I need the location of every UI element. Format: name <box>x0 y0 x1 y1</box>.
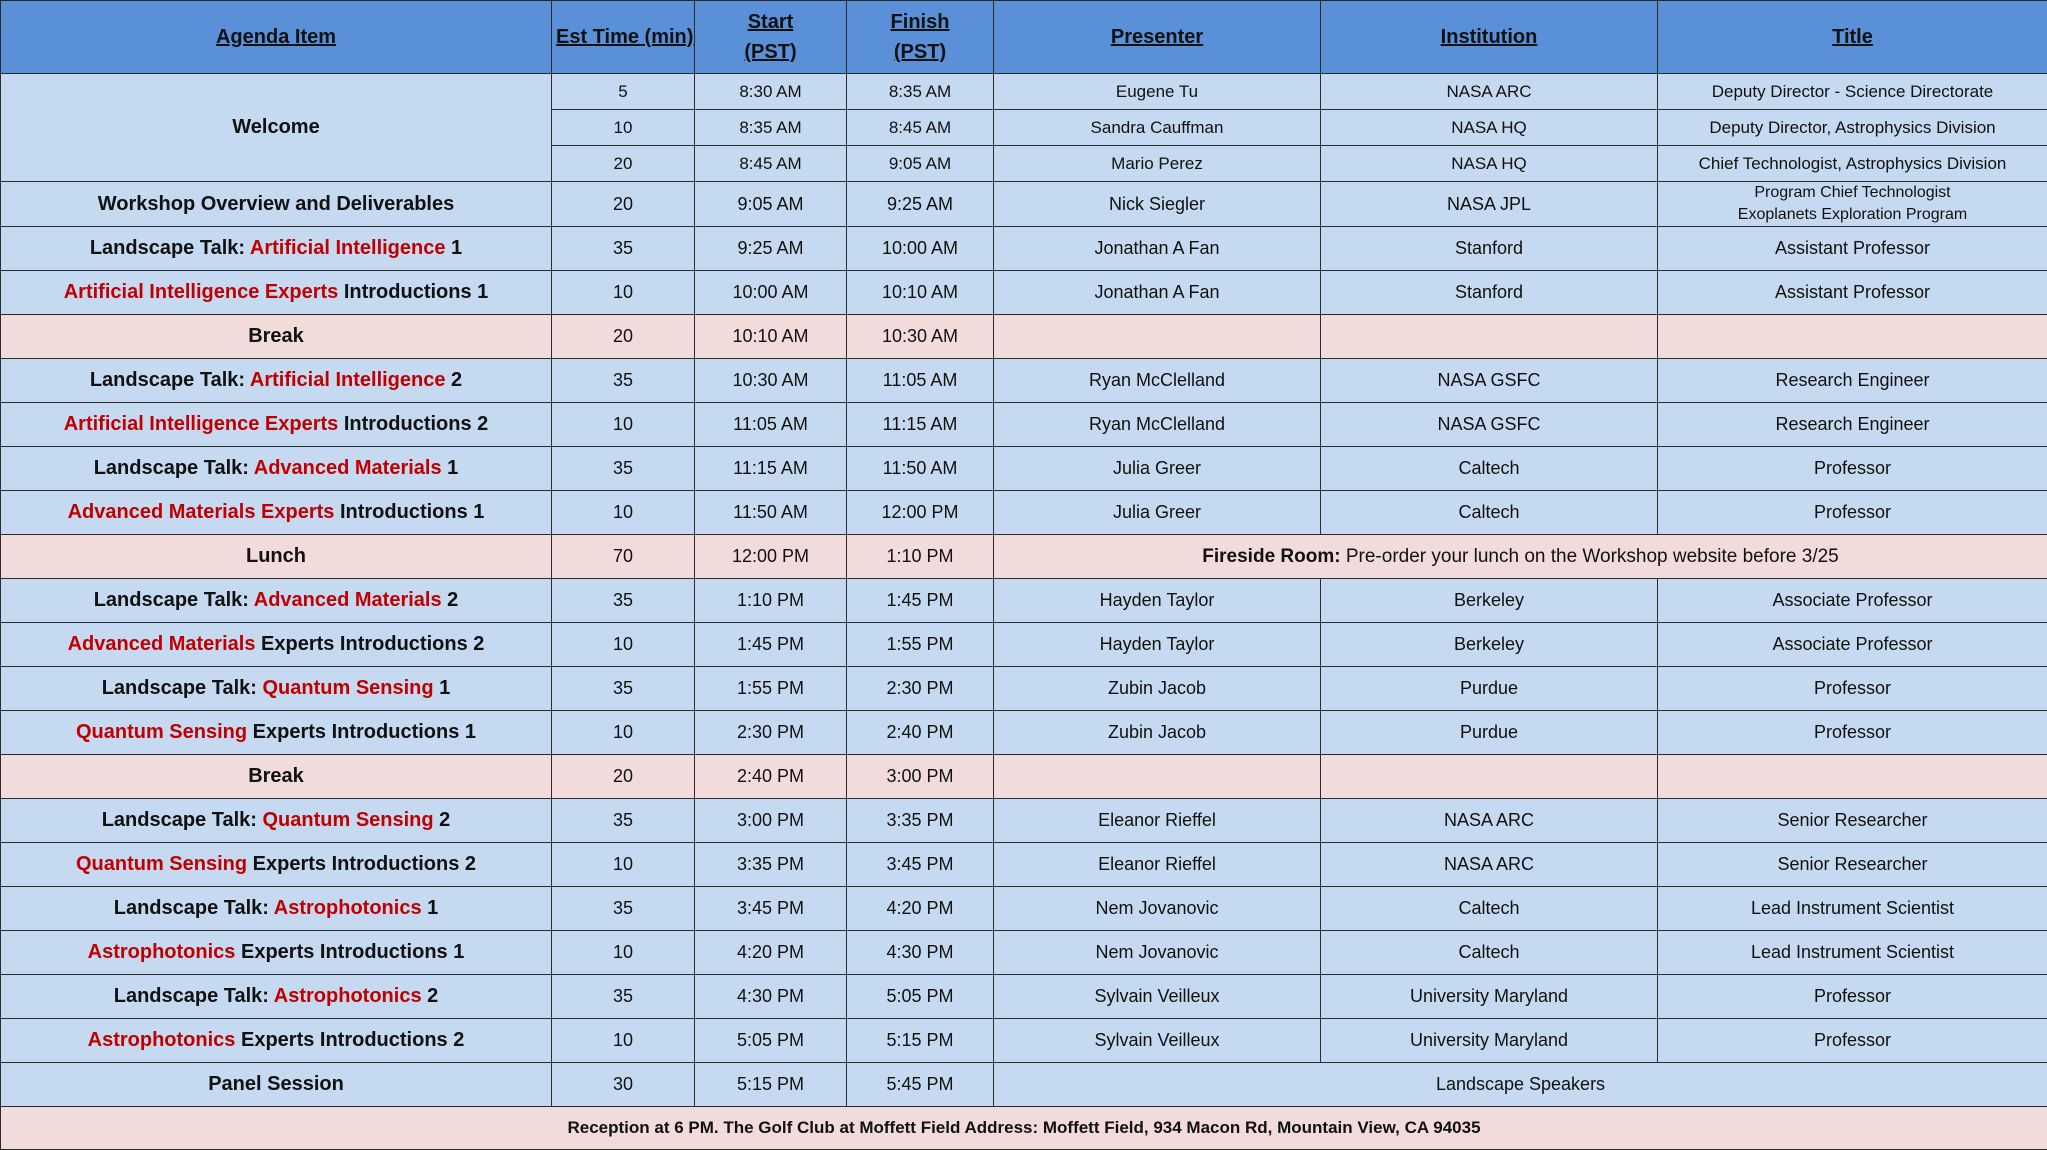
est-time: 70 <box>552 535 695 579</box>
finish-time: 5:45 PM <box>847 1063 994 1107</box>
presenter: Mario Perez <box>994 146 1321 182</box>
agenda-item-prefix: Landscape Talk: <box>101 809 263 831</box>
est-time: 10 <box>552 110 695 146</box>
finish-time: 1:55 PM <box>847 623 994 667</box>
break-row <box>1 315 2047 359</box>
agenda-item-topic: Artificial Intelligence Experts <box>63 281 339 303</box>
agenda-item-suffix: Experts Introductions 2 <box>255 633 485 655</box>
presenter: Sylvain Veilleux <box>994 1019 1321 1063</box>
finish-time: 10:30 AM <box>847 315 994 359</box>
start-time: 4:30 PM <box>695 975 847 1019</box>
title: Lead Instrument Scientist <box>1658 931 2047 975</box>
presenter: Ryan McClelland <box>994 403 1321 447</box>
agenda-item-topic: Artificial Intelligence <box>249 237 446 259</box>
est-time: 35 <box>552 799 695 843</box>
agenda-item-topic: Quantum Sensing <box>75 853 248 875</box>
est-time: 20 <box>552 146 695 182</box>
agenda-item-prefix: Break <box>248 325 304 347</box>
agenda-item-topic: Quantum Sensing <box>75 721 248 743</box>
agenda-row <box>1 491 2047 535</box>
agenda-row <box>1 359 2047 403</box>
est-time: 35 <box>552 667 695 711</box>
institution: University Maryland <box>1321 1019 1658 1063</box>
agenda-item-panel: Panel Session <box>1 1063 552 1107</box>
institution: Stanford <box>1321 227 1658 271</box>
institution: Caltech <box>1321 447 1658 491</box>
agenda-item-prefix: Landscape Talk: <box>101 677 263 699</box>
title: Research Engineer <box>1658 359 2047 403</box>
presenter: Jonathan A Fan <box>994 227 1321 271</box>
header-row <box>1 1 2047 74</box>
agenda-row <box>1 711 2047 755</box>
presenter: Eleanor Rieffel <box>994 799 1321 843</box>
agenda-item-suffix: 2 <box>445 369 463 391</box>
agenda-item-topic: Quantum Sensing <box>262 677 434 699</box>
presenter: Zubin Jacob <box>994 667 1321 711</box>
est-time: 35 <box>552 887 695 931</box>
start-time: 11:05 AM <box>695 403 847 447</box>
agenda-item-prefix: Landscape Talk: <box>93 457 254 479</box>
agenda-item-topic: Artificial Intelligence <box>249 369 446 391</box>
est-time: 10 <box>552 271 695 315</box>
agenda-item-prefix: Landscape Talk: <box>89 237 250 259</box>
start-time: 8:45 AM <box>695 146 847 182</box>
institution <box>1321 315 1658 359</box>
finish-time: 4:20 PM <box>847 887 994 931</box>
title-line-2: Exoplanets Exploration Program <box>1737 206 1968 223</box>
institution: Caltech <box>1321 931 1658 975</box>
institution: NASA ARC <box>1321 799 1658 843</box>
institution: Purdue <box>1321 711 1658 755</box>
agenda-item-suffix: 1 <box>433 677 451 699</box>
presenter: Sandra Cauffman <box>994 110 1321 146</box>
agenda-item-prefix: Break <box>248 765 304 787</box>
agenda-item <box>1 667 552 711</box>
finish-time: 3:45 PM <box>847 843 994 887</box>
presenter <box>994 315 1321 359</box>
est-time: 10 <box>552 711 695 755</box>
agenda-item-suffix: 1 <box>441 457 459 479</box>
agenda-item-lunch: Lunch <box>1 535 552 579</box>
agenda-item-suffix: Introductions 1 <box>334 501 485 523</box>
presenter: Nem Jovanovic <box>994 887 1321 931</box>
agenda-row <box>1 579 2047 623</box>
title: Associate Professor <box>1658 623 2047 667</box>
start-time: 10:30 AM <box>695 359 847 403</box>
agenda-item-suffix: 2 <box>421 985 439 1007</box>
institution: Caltech <box>1321 887 1658 931</box>
agenda-row <box>1 799 2047 843</box>
header-start <box>695 1 847 74</box>
title: Chief Technologist, Astrophysics Division <box>1658 146 2047 182</box>
agenda-row <box>1 447 2047 491</box>
title: Professor <box>1658 667 2047 711</box>
finish-time: 11:05 AM <box>847 359 994 403</box>
overview-row <box>1 182 2047 227</box>
presenter: Sylvain Veilleux <box>994 975 1321 1019</box>
start-time: 1:10 PM <box>695 579 847 623</box>
agenda-item-suffix: Experts Introductions 1 <box>235 941 465 963</box>
header-start-label: Start <box>747 11 794 33</box>
reception-note: Reception at 6 PM. The Golf Club at Moffett Field Address: Moffett Field, 934 Macon Rd, Mountain View, CA 94035 <box>1 1107 2047 1150</box>
presenter: Zubin Jacob <box>994 711 1321 755</box>
finish-time: 2:40 PM <box>847 711 994 755</box>
title: Professor <box>1658 975 2047 1019</box>
institution: NASA HQ <box>1321 146 1658 182</box>
institution: NASA GSFC <box>1321 359 1658 403</box>
agenda-item <box>1 271 552 315</box>
presenter: Julia Greer <box>994 447 1321 491</box>
title: Senior Researcher <box>1658 799 2047 843</box>
presenter: Nick Siegler <box>994 182 1321 227</box>
lunch-note-location: Fireside Room: <box>1202 545 1341 567</box>
finish-time: 9:05 AM <box>847 146 994 182</box>
finish-time: 8:45 AM <box>847 110 994 146</box>
finish-time: 11:15 AM <box>847 403 994 447</box>
title: Professor <box>1658 711 2047 755</box>
agenda-item <box>1 799 552 843</box>
agenda-item-suffix: 2 <box>433 809 451 831</box>
est-time: 10 <box>552 491 695 535</box>
agenda-item <box>1 711 552 755</box>
agenda-row <box>1 623 2047 667</box>
start-time: 10:00 AM <box>695 271 847 315</box>
start-time: 3:00 PM <box>695 799 847 843</box>
agenda-item-suffix: 2 <box>441 589 459 611</box>
agenda-item-welcome: Welcome <box>1 74 552 182</box>
agenda-item-prefix: Landscape Talk: <box>113 897 274 919</box>
agenda-item <box>1 843 552 887</box>
presenter: Ryan McClelland <box>994 359 1321 403</box>
agenda-item-topic: Artificial Intelligence Experts <box>63 413 339 435</box>
start-time: 1:45 PM <box>695 623 847 667</box>
finish-time: 2:30 PM <box>847 667 994 711</box>
agenda-item-topic: Advanced Materials <box>253 589 442 611</box>
title: Deputy Director, Astrophysics Division <box>1658 110 2047 146</box>
est-time: 20 <box>552 755 695 799</box>
header-finish <box>847 1 994 74</box>
est-time: 20 <box>552 182 695 227</box>
start-time: 10:10 AM <box>695 315 847 359</box>
agenda-item-topic: Astrophotonics <box>87 941 236 963</box>
est-time: 35 <box>552 227 695 271</box>
agenda-item <box>1 975 552 1019</box>
agenda-item <box>1 447 552 491</box>
header-title: Title <box>1658 1 2047 74</box>
est-time: 35 <box>552 447 695 491</box>
agenda-item <box>1 359 552 403</box>
start-time: 2:30 PM <box>695 711 847 755</box>
title: Lead Instrument Scientist <box>1658 887 2047 931</box>
est-time: 10 <box>552 931 695 975</box>
start-time: 5:05 PM <box>695 1019 847 1063</box>
agenda-body <box>1 74 2047 1150</box>
agenda-item-suffix: Experts Introductions 2 <box>235 1029 465 1051</box>
title-line-1: Program Chief Technologist <box>1754 184 1951 201</box>
est-time: 10 <box>552 1019 695 1063</box>
title: Professor <box>1658 491 2047 535</box>
presenter <box>994 755 1321 799</box>
start-time: 3:45 PM <box>695 887 847 931</box>
agenda-item-topic: Quantum Sensing <box>262 809 434 831</box>
header-finish-tz: (PST) <box>893 41 947 63</box>
lunch-row <box>1 535 2047 579</box>
lunch-note <box>994 535 2047 579</box>
est-time: 10 <box>552 843 695 887</box>
reception-row <box>1 1107 2047 1150</box>
lunch-note-text: Pre-order your lunch on the Workshop website before 3/25 <box>1340 545 1839 567</box>
title: Assistant Professor <box>1658 227 2047 271</box>
agenda-item <box>1 227 552 271</box>
title <box>1658 755 2047 799</box>
finish-time: 8:35 AM <box>847 74 994 110</box>
finish-time: 9:25 AM <box>847 182 994 227</box>
agenda-item-prefix: Landscape Talk: <box>113 985 274 1007</box>
title: Deputy Director - Science Directorate <box>1658 74 2047 110</box>
start-time: 8:35 AM <box>695 110 847 146</box>
institution: NASA GSFC <box>1321 403 1658 447</box>
panel-speakers: Landscape Speakers <box>994 1063 2047 1107</box>
agenda-item <box>1 579 552 623</box>
finish-time: 1:45 PM <box>847 579 994 623</box>
title: Professor <box>1658 1019 2047 1063</box>
agenda-item-topic: Advanced Materials <box>67 633 256 655</box>
finish-time: 10:10 AM <box>847 271 994 315</box>
start-time: 8:30 AM <box>695 74 847 110</box>
presenter: Hayden Taylor <box>994 579 1321 623</box>
header-start-tz: (PST) <box>744 41 797 63</box>
agenda-row <box>1 975 2047 1019</box>
agenda-item <box>1 491 552 535</box>
presenter: Hayden Taylor <box>994 623 1321 667</box>
header-presenter: Presenter <box>994 1 1321 74</box>
institution: NASA ARC <box>1321 74 1658 110</box>
start-time: 9:25 AM <box>695 227 847 271</box>
agenda-row <box>1 931 2047 975</box>
agenda-item <box>1 887 552 931</box>
header-est-time: Est Time (min) <box>552 1 695 74</box>
start-time: 3:35 PM <box>695 843 847 887</box>
agenda-item-suffix: Experts Introductions 2 <box>247 853 477 875</box>
finish-time: 11:50 AM <box>847 447 994 491</box>
header-institution: Institution <box>1321 1 1658 74</box>
agenda-item-topic: Astrophotonics <box>87 1029 236 1051</box>
agenda-item-topic: Advanced Materials Experts <box>67 501 335 523</box>
agenda-item <box>1 623 552 667</box>
header-agenda-item: Agenda Item <box>1 1 552 74</box>
finish-time: 3:35 PM <box>847 799 994 843</box>
agenda-item <box>1 403 552 447</box>
agenda-item <box>1 931 552 975</box>
panel-row <box>1 1063 2047 1107</box>
institution: University Maryland <box>1321 975 1658 1019</box>
welcome-row <box>1 74 2047 110</box>
title <box>1658 182 2047 227</box>
agenda-row <box>1 1019 2047 1063</box>
title: Associate Professor <box>1658 579 2047 623</box>
agenda-item-suffix: Experts Introductions 1 <box>247 721 477 743</box>
est-time: 35 <box>552 359 695 403</box>
header-finish-label: Finish <box>890 11 950 33</box>
start-time: 2:40 PM <box>695 755 847 799</box>
agenda-item-topic: Astrophotonics <box>273 897 422 919</box>
agenda-item <box>1 755 552 799</box>
agenda-item-suffix: 1 <box>445 237 463 259</box>
agenda-row <box>1 227 2047 271</box>
est-time: 30 <box>552 1063 695 1107</box>
institution: NASA JPL <box>1321 182 1658 227</box>
finish-time: 1:10 PM <box>847 535 994 579</box>
finish-time: 10:00 AM <box>847 227 994 271</box>
presenter: Nem Jovanovic <box>994 931 1321 975</box>
title: Research Engineer <box>1658 403 2047 447</box>
agenda-item-suffix: Introductions 1 <box>338 281 489 303</box>
break-row <box>1 755 2047 799</box>
est-time: 35 <box>552 975 695 1019</box>
agenda-row <box>1 271 2047 315</box>
presenter: Jonathan A Fan <box>994 271 1321 315</box>
title: Professor <box>1658 447 2047 491</box>
institution: Purdue <box>1321 667 1658 711</box>
presenter: Eugene Tu <box>994 74 1321 110</box>
est-time: 35 <box>552 579 695 623</box>
institution: Caltech <box>1321 491 1658 535</box>
est-time: 20 <box>552 315 695 359</box>
title <box>1658 315 2047 359</box>
agenda-item-suffix: 1 <box>421 897 439 919</box>
finish-time: 5:15 PM <box>847 1019 994 1063</box>
agenda-item-overview: Workshop Overview and Deliverables <box>1 182 552 227</box>
presenter: Julia Greer <box>994 491 1321 535</box>
finish-time: 3:00 PM <box>847 755 994 799</box>
agenda-item-topic: Astrophotonics <box>273 985 422 1007</box>
start-time: 5:15 PM <box>695 1063 847 1107</box>
start-time: 9:05 AM <box>695 182 847 227</box>
finish-time: 12:00 PM <box>847 491 994 535</box>
finish-time: 5:05 PM <box>847 975 994 1019</box>
start-time: 11:50 AM <box>695 491 847 535</box>
institution: NASA ARC <box>1321 843 1658 887</box>
agenda-row <box>1 887 2047 931</box>
start-time: 1:55 PM <box>695 667 847 711</box>
agenda-item-prefix: Landscape Talk: <box>89 369 250 391</box>
agenda-row <box>1 843 2047 887</box>
start-time: 11:15 AM <box>695 447 847 491</box>
start-time: 4:20 PM <box>695 931 847 975</box>
est-time: 10 <box>552 403 695 447</box>
start-time: 12:00 PM <box>695 535 847 579</box>
agenda-row <box>1 403 2047 447</box>
institution: NASA HQ <box>1321 110 1658 146</box>
agenda-item-suffix: Introductions 2 <box>338 413 489 435</box>
presenter: Eleanor Rieffel <box>994 843 1321 887</box>
institution: Stanford <box>1321 271 1658 315</box>
agenda-row <box>1 667 2047 711</box>
est-time: 10 <box>552 623 695 667</box>
institution: Berkeley <box>1321 579 1658 623</box>
title: Assistant Professor <box>1658 271 2047 315</box>
institution <box>1321 755 1658 799</box>
agenda-item <box>1 315 552 359</box>
title: Senior Researcher <box>1658 843 2047 887</box>
agenda-item-topic: Advanced Materials <box>253 457 442 479</box>
finish-time: 4:30 PM <box>847 931 994 975</box>
institution: Berkeley <box>1321 623 1658 667</box>
agenda-item <box>1 1019 552 1063</box>
est-time: 5 <box>552 74 695 110</box>
agenda-item-prefix: Landscape Talk: <box>93 589 254 611</box>
